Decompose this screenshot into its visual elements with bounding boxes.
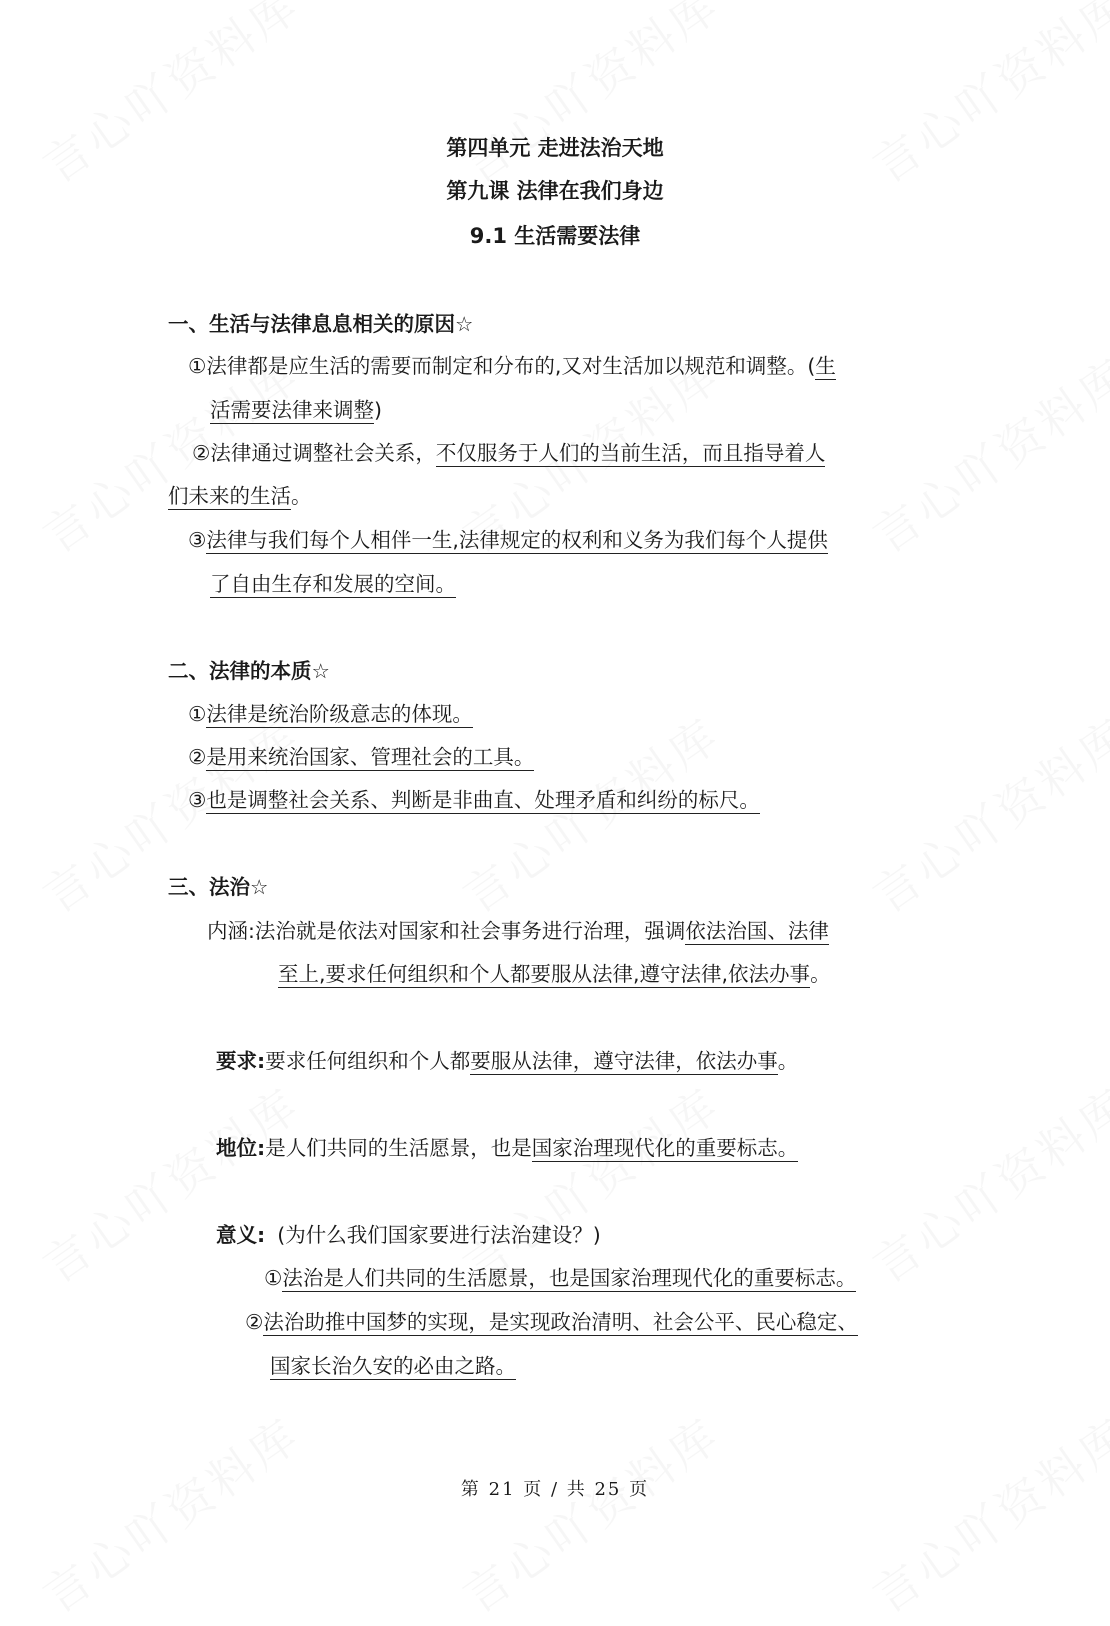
underlined-text: 依法治国、法律 bbox=[685, 919, 829, 943]
s3-definition-line-2 bbox=[278, 960, 831, 988]
text: ① bbox=[264, 1266, 283, 1290]
text: 。 bbox=[810, 962, 831, 986]
text: ① bbox=[188, 702, 207, 726]
watermark bbox=[28, 1400, 312, 1626]
s2-item-1 bbox=[188, 700, 473, 728]
s3-significance-1 bbox=[264, 1264, 856, 1292]
significance-label: 意义: bbox=[216, 1223, 266, 1247]
text: 要求任何组织和个人都 bbox=[265, 1049, 471, 1073]
watermark bbox=[858, 700, 1110, 926]
section-2-heading: 二、法律的本质☆ bbox=[168, 659, 330, 683]
text: ①法律都是应生活的需要而制定和分布的,又对生活加以规范和调整。( bbox=[188, 354, 816, 378]
requirement-label: 要求: bbox=[216, 1049, 266, 1073]
underlined-text: 至上,要求任何组织和个人都要服从法律,遵守法律,依法办事 bbox=[278, 962, 811, 986]
s2-item-3 bbox=[188, 786, 760, 814]
watermark bbox=[448, 1070, 732, 1296]
page-number: 第 21 页 / 共 25 页 bbox=[460, 1479, 650, 1500]
underlined-text: 也是调整社会关系、判断是非曲直、处理矛盾和纠纷的标尺。 bbox=[206, 788, 760, 812]
watermark bbox=[858, 1400, 1110, 1626]
section-1-heading: 一、生活与法律息息相关的原因☆ bbox=[168, 312, 474, 336]
section-3-heading: 三、法治☆ bbox=[168, 875, 269, 899]
text: 是人们共同的生活愿景，也是 bbox=[265, 1136, 532, 1160]
s3-status bbox=[216, 1134, 798, 1162]
text: ②法律通过调整社会关系， bbox=[192, 441, 436, 465]
underlined-text: 生 bbox=[815, 354, 836, 378]
text: 。 bbox=[777, 1049, 799, 1073]
underlined-text: 们未来的生活 bbox=[168, 484, 291, 508]
watermark bbox=[28, 1070, 312, 1296]
lesson-title: 第九课 法律在我们身边 bbox=[446, 179, 664, 203]
text: ② bbox=[188, 745, 207, 769]
underlined-text: 法治是人们共同的生活愿景，也是国家治理现代化的重要标志。 bbox=[282, 1266, 857, 1290]
text: ② bbox=[245, 1310, 264, 1334]
s1-point-3-line-2 bbox=[210, 570, 456, 598]
s1-point-2-line-2 bbox=[168, 482, 312, 510]
watermark bbox=[858, 340, 1110, 566]
underlined-text: 是用来统治国家、管理社会的工具。 bbox=[206, 745, 535, 769]
s3-significance-2-line-2 bbox=[270, 1352, 516, 1380]
watermark bbox=[858, 1070, 1110, 1296]
significance-question: (为什么我们国家要进行法治建设？) bbox=[277, 1223, 601, 1247]
s1-point-2-line-1 bbox=[192, 439, 825, 467]
watermark bbox=[28, 0, 312, 196]
s1-point-3-line-1 bbox=[188, 526, 828, 554]
s3-significance bbox=[216, 1221, 601, 1249]
underlined-text: 国家治理现代化的重要标志。 bbox=[531, 1136, 799, 1160]
watermark bbox=[448, 1400, 732, 1626]
text: ③ bbox=[188, 788, 207, 812]
status-label: 地位: bbox=[216, 1136, 266, 1160]
underlined-text: 法律与我们每个人相伴一生,法律规定的权利和义务为我们每个人提供 bbox=[206, 528, 828, 552]
underlined-text: 国家长治久安的必由之路。 bbox=[270, 1354, 516, 1378]
text: ) bbox=[374, 398, 382, 422]
underlined-text: 要服从法律，遵守法律，依法办事 bbox=[470, 1049, 778, 1073]
underlined-text: 法律是统治阶级意志的体现。 bbox=[206, 702, 473, 726]
text: ③ bbox=[188, 528, 207, 552]
section-title: 9.1 生活需要法律 bbox=[469, 224, 641, 248]
watermark bbox=[858, 0, 1110, 196]
s3-definition-line-1 bbox=[207, 917, 829, 945]
text: 。 bbox=[291, 484, 312, 508]
unit-title: 第四单元 走进法治天地 bbox=[446, 136, 664, 160]
underlined-text: 活需要法律来调整 bbox=[210, 398, 374, 422]
underlined-text: 法治助推中国梦的实现，是实现政治清明、社会公平、民心稳定、 bbox=[263, 1310, 858, 1334]
s1-point-1-line-1 bbox=[188, 352, 836, 380]
underlined-text: 了自由生存和发展的空间。 bbox=[210, 572, 456, 596]
s1-point-1-line-2 bbox=[210, 396, 382, 424]
text: 法治就是依法对国家和社会事务进行治理，强调 bbox=[254, 919, 686, 943]
s3-requirement bbox=[216, 1047, 798, 1075]
definition-label: 内涵: bbox=[207, 919, 255, 943]
watermark bbox=[448, 0, 732, 196]
s3-significance-2-line-1 bbox=[245, 1308, 858, 1336]
s2-item-2 bbox=[188, 743, 534, 771]
underlined-text: 不仅服务于人们的当前生活，而且指导着人 bbox=[435, 441, 826, 465]
